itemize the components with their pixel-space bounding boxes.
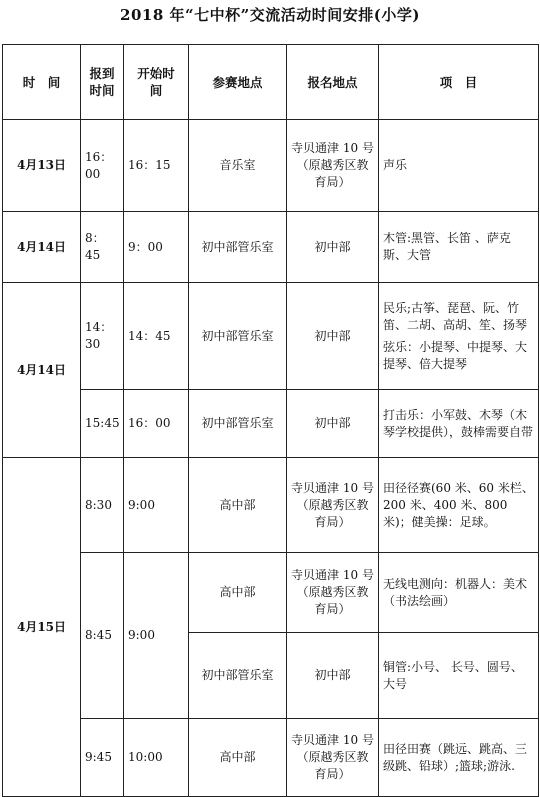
header-check-in-line-2: 时间 xyxy=(89,83,115,98)
signup-cell: 寺贝通津 10 号（原越秀区教育局） xyxy=(287,553,379,633)
table-row xyxy=(3,458,539,553)
signup-cell: 寺贝通津 10 号（原越秀区教育局） xyxy=(287,719,379,797)
item-cell: 田径径赛(60 米、60 米栏、200 米、400 米、800 米)；健美操：足球。 xyxy=(379,458,539,553)
table-row xyxy=(3,719,539,797)
item-cell: 打击乐：小军鼓、木琴（木琴学校提供），鼓棒需要自带 xyxy=(379,390,539,458)
venue-cell: 音乐室 xyxy=(189,120,287,212)
signup-cell: 初中部 xyxy=(287,633,379,719)
signup-cell: 初中部 xyxy=(287,212,379,283)
table-row xyxy=(3,390,539,458)
table-row xyxy=(3,283,539,390)
venue-cell: 初中部管乐室 xyxy=(189,633,287,719)
date-cell: 4月14日 xyxy=(3,212,81,283)
item-cell: 木管:黑管、长笛 、萨克斯、大管 xyxy=(379,212,539,283)
header-start xyxy=(124,45,189,120)
item-cell: 田径田赛（跳远、跳高、三级跳、铅球）;篮球;游泳. xyxy=(379,719,539,797)
start-cell: 10:00 xyxy=(124,719,189,797)
header-start-line-2: 间 xyxy=(149,83,163,98)
item-cell: 声乐 xyxy=(379,120,539,212)
item-cell: 无线电测向：机器人：美术（书法绘画） xyxy=(379,553,539,633)
venue-cell: 高中部 xyxy=(189,719,287,797)
check-in-cell: 15:45 xyxy=(81,390,124,458)
check-in-cell: 8:45 xyxy=(81,553,124,719)
venue-cell: 高中部 xyxy=(189,553,287,633)
date-cell: 4月14日 xyxy=(3,283,81,458)
header-time: 时 间 xyxy=(3,45,81,120)
start-cell: 9:00 xyxy=(124,553,189,719)
item-folk-music: 民乐;古筝、琵琶、阮、竹笛、二胡、高胡、笙、扬琴 xyxy=(383,300,528,332)
signup-cell: 初中部 xyxy=(287,390,379,458)
venue-cell: 高中部 xyxy=(189,458,287,553)
check-in-cell: 8:30 xyxy=(81,458,124,553)
header-start-line-1: 开始时 xyxy=(137,66,175,81)
item-cell xyxy=(379,283,539,390)
table-row xyxy=(3,212,539,283)
check-in-cell: 16：00 xyxy=(81,120,124,212)
start-cell: 9：00 xyxy=(124,212,189,283)
start-cell: 9:00 xyxy=(124,458,189,553)
page-title: 2018 年“七中杯”交流活动时间安排(小学) xyxy=(120,6,420,24)
header-check-in-line-1: 报到 xyxy=(89,66,115,81)
signup-cell: 寺贝通津 10 号（原越秀区教育局） xyxy=(287,458,379,553)
venue-cell: 初中部管乐室 xyxy=(189,283,287,390)
table-row xyxy=(3,553,539,633)
venue-cell: 初中部管乐室 xyxy=(189,212,287,283)
venue-cell: 初中部管乐室 xyxy=(189,390,287,458)
signup-cell: 寺贝通津 10 号（原越秀区教育局） xyxy=(287,120,379,212)
table-row xyxy=(3,120,539,212)
signup-cell: 初中部 xyxy=(287,283,379,390)
check-in-cell: 9:45 xyxy=(81,719,124,797)
start-cell: 16：00 xyxy=(124,390,189,458)
date-cell: 4月13日 xyxy=(3,120,81,212)
item-cell: 铜管:小号、 长号、圆号、大号 xyxy=(379,633,539,719)
item-strings: 弦乐：小提琴、中提琴、大提琴、倍大提琴 xyxy=(383,339,528,371)
check-in-cell: 14：30 xyxy=(81,283,124,390)
header-venue: 参赛地点 xyxy=(189,45,287,120)
date-cell: 4月15日 xyxy=(3,458,81,797)
header-row xyxy=(3,45,539,120)
check-in-cell: 8：45 xyxy=(81,212,124,283)
start-cell: 14：45 xyxy=(124,283,189,390)
schedule-table xyxy=(2,44,539,797)
header-item: 项 目 xyxy=(379,45,539,120)
header-check-in xyxy=(81,45,124,120)
start-cell: 16：15 xyxy=(124,120,189,212)
header-signup: 报名地点 xyxy=(287,45,379,120)
